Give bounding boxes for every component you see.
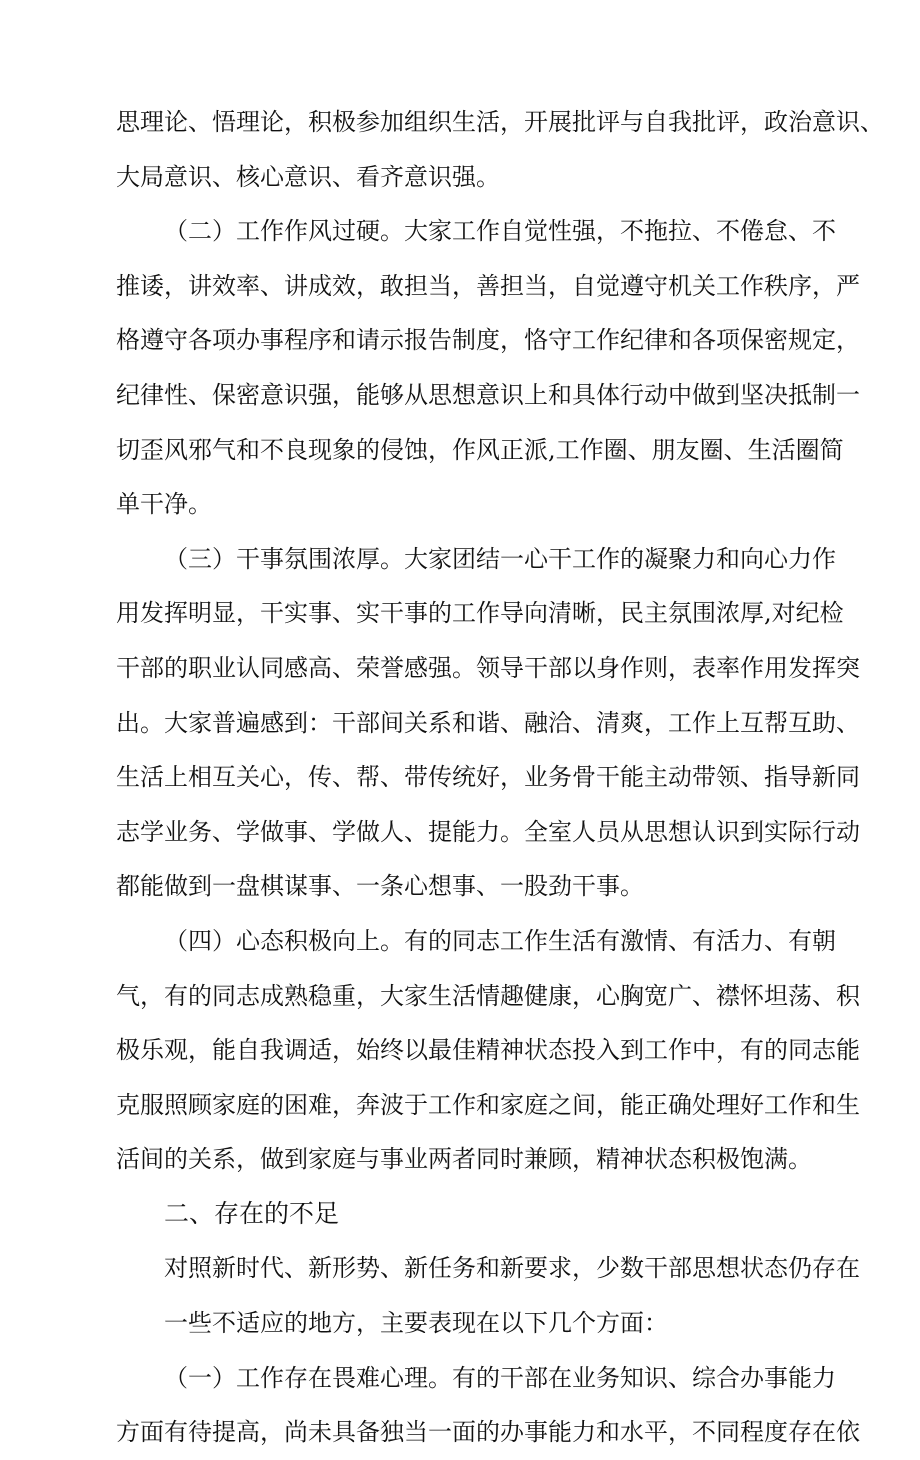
text-line: （四）心态积极向上。有的同志工作生活有激情、有活力、有朝 xyxy=(164,926,836,955)
text-line: （一）工作存在畏难心理。有的干部在业务知识、综合办事能力 xyxy=(164,1363,836,1392)
text-line: （三）干事氛围浓厚。大家团结一心干工作的凝聚力和向心力作 xyxy=(164,544,836,573)
text-line: 推诿，讲效率、讲成效，敢担当，善担当，自觉遵守机关工作秩序，严 xyxy=(116,271,860,300)
text-line: 克服照顾家庭的困难，奔波于工作和家庭之间，能正确处理好工作和生 xyxy=(116,1090,860,1119)
text-line: 格遵守各项办事程序和请示报告制度，恪守工作纪律和各项保密规定， xyxy=(116,326,860,355)
text-line: 活间的关系，做到家庭与事业两者同时兼顾，精神状态积极饱满。 xyxy=(116,1145,812,1174)
text-line: 干部的职业认同感高、荣誉感强。领导干部以身作则，表率作用发挥突 xyxy=(116,653,860,682)
text-line: 用发挥明显，干实事、实干事的工作导向清晰，民主氛围浓厚,对纪检 xyxy=(116,599,844,628)
text-line: （二）工作作风过硬。大家工作自觉性强，不拖拉、不倦怠、不 xyxy=(164,217,836,246)
text-line: 生活上相互关心，传、帮、带传统好，业务骨干能主动带领、指导新同 xyxy=(116,763,860,792)
text-line: 纪律性、保密意识强，能够从思想意识上和具体行动中做到坚决抵制一 xyxy=(116,380,860,409)
text-line: 志学业务、学做事、学做人、提能力。全室人员从思想认识到实际行动 xyxy=(116,817,860,846)
text-line: 出。大家普遍感到：干部间关系和谐、融洽、清爽，工作上互帮互助、 xyxy=(116,708,860,737)
text-line: 方面有待提高，尚未具备独当一面的办事能力和水平，不同程度存在依 xyxy=(116,1418,860,1447)
text-line: 极乐观，能自我调适，始终以最佳精神状态投入到工作中，有的同志能 xyxy=(116,1036,860,1065)
text-line: 切歪风邪气和不良现象的侵蚀，作风正派,工作圈、朋友圈、生活圈简 xyxy=(116,435,844,464)
text-line: 一些不适应的地方，主要表现在以下几个方面： xyxy=(164,1309,668,1338)
text-line: 单干净。 xyxy=(116,490,212,519)
text-line: 大局意识、核心意识、看齐意识强。 xyxy=(116,162,500,191)
section-heading: 二、存在的不足 xyxy=(164,1198,340,1228)
text-line: 对照新时代、新形势、新任务和新要求，少数干部思想状态仍存在 xyxy=(164,1254,860,1283)
document-body xyxy=(116,95,884,1460)
text-line: 思理论、悟理论，积极参加组织生活，开展批评与自我批评，政治意识、 xyxy=(116,108,884,136)
text-line: 气，有的同志成熟稳重，大家生活情趣健康，心胸宽广、襟怀坦荡、积 xyxy=(116,981,860,1010)
text-line: 都能做到一盘棋谋事、一条心想事、一股劲干事。 xyxy=(116,872,644,901)
